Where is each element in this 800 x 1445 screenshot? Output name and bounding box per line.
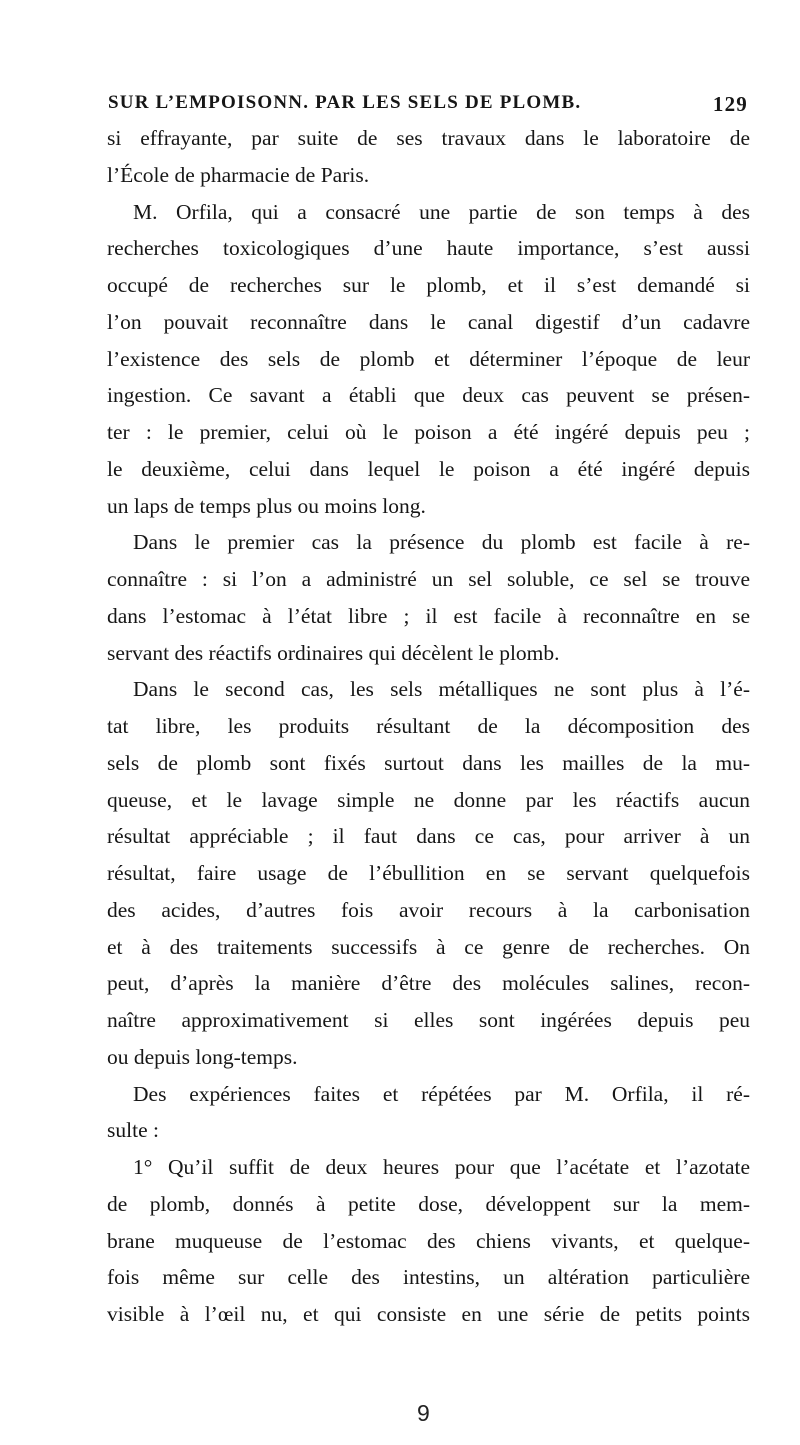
text-line: fois même sur celle des intestins, un altération particulière [107,1265,750,1290]
text-line: des acides, d’autres fois avoir recours à la carbonisation [107,897,750,922]
text-line: M. Orfila, qui a consacré une partie de son temps à des [133,199,750,224]
text-line: Des expériences faites et répétées par M. Orfila, il ré- [133,1081,750,1106]
text-line: connaître : si l’on a administré un sel soluble, ce sel se trouve [107,567,750,591]
signature-mark: 9 [417,1400,430,1426]
text-line: queuse, et le lavage simple ne donne par les réactifs aucun [107,787,750,812]
text-line: résultat appréciable ; il faut dans ce cas, pour arriver à un [107,824,750,849]
text-line: l’École de pharmacie de Paris. [107,162,370,187]
text-line: le deuxième, celui dans lequel le poison a été ingéré depuis [107,456,750,481]
text-line: 1° Qu’il suffit de deux heures pour que l’acétate et l’azotate [133,1155,750,1179]
text-line: sulte : [107,1118,159,1143]
text-line: tat libre, les produits résultant de la décomposition des [107,714,750,738]
text-line: naître approximativement si elles sont ingérées depuis peu [107,1008,750,1032]
text-line: Dans le second cas, les sels métalliques ne sont plus à l’é- [133,677,750,702]
text-line: de plomb, donnés à petite dose, développent sur la mem- [107,1191,750,1216]
text-line: l’existence des sels de plomb et déterminer l’époque de leur [107,346,750,371]
text-line: brane muqueuse de l’estomac des chiens vivants, et quelque- [107,1228,750,1253]
body-text [107,120,750,1333]
page-number: 129 [712,92,748,116]
text-line: occupé de recherches sur le plomb, et il s’est demandé si [107,273,750,297]
text-line: l’on pouvait reconnaître dans le canal digestif d’un cadavre [107,309,750,334]
text-line: sels de plomb sont fixés surtout dans les mailles de la mu- [107,750,750,775]
text-line: servant des réactifs ordinaires qui décèlent le plomb. [107,640,560,665]
text-line: visible à l’œil nu, et qui consiste en une série de petits points [107,1302,750,1326]
text-line: et à des traitements successifs à ce genre de recherches. On [107,934,750,959]
text-line: recherches toxicologiques d’une haute importance, s’est aussi [107,236,750,261]
text-line: un laps de temps plus ou moins long. [107,493,426,518]
text-line: Dans le premier cas la présence du plomb est facile à re- [133,530,750,555]
text-line: ou depuis long-temps. [107,1044,298,1069]
text-line: ter : le premier, celui où le poison a été ingéré depuis peu ; [107,420,750,444]
text-line: si effrayante, par suite de ses travaux dans le laboratoire de [107,126,750,150]
running-head [108,92,748,120]
running-title: SUR L’EMPOISONN. PAR LES SELS DE PLOMB. [108,92,582,113]
text-line: dans l’estomac à l’état libre ; il est facile à reconnaître en se [107,603,750,628]
text-line: résultat, faire usage de l’ébullition en se servant quelquefois [107,861,750,885]
text-line: peut, d’après la manière d’être des molécules salines, recon- [107,971,750,996]
text-line: ingestion. Ce savant a établi que deux cas peuvent se présen- [107,383,750,408]
